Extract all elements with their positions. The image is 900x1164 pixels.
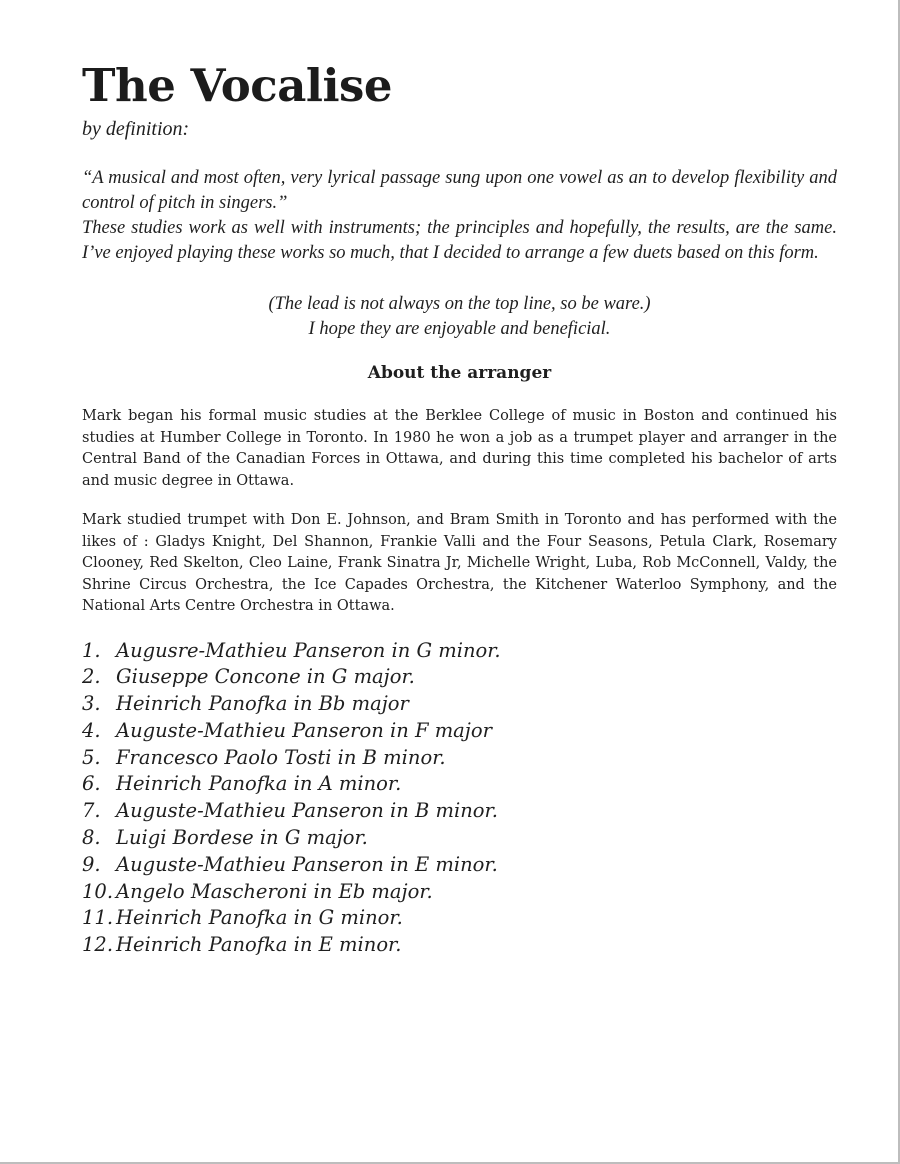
about-heading: About the arranger: [367, 363, 552, 383]
list-item: [82, 664, 837, 691]
item-text: Auguste-Mathieu Panseron in F major: [116, 718, 492, 742]
item-number: 1.: [82, 638, 101, 662]
item-text: Luigi Bordese in G major.: [116, 826, 368, 850]
list-item: [82, 932, 837, 959]
bio-paragraph: Mark began his formal music studies at the Berklee College of music in Boston and continued his studies at Humber College in Toronto. In 1980 he won a job as a trumpet player and arranger in the Central Band of the Canadian Forces in Ottawa, and during this time completed his bachelor of arts and music degree in Ottawa.: [82, 408, 837, 489]
item-number: 11.: [82, 906, 114, 930]
item-number: 12.: [82, 933, 114, 957]
page-content: [82, 58, 837, 959]
list-item: [82, 745, 837, 772]
item-text: Heinrich Panofka in G minor.: [116, 906, 403, 930]
item-number: 8.: [82, 826, 101, 850]
item-number: 10.: [82, 879, 114, 903]
list-item: [82, 691, 837, 718]
list-item: [82, 825, 837, 852]
item-text: Heinrich Panofka in A minor.: [116, 772, 402, 796]
list-item: [82, 879, 837, 906]
item-text: Giuseppe Concone in G major.: [116, 665, 415, 689]
item-text: Heinrich Panofka in Bb major: [116, 692, 409, 716]
item-text: Auguste-Mathieu Panseron in B minor.: [116, 799, 498, 823]
about-text: [82, 406, 837, 618]
item-number: 5.: [82, 745, 101, 769]
item-number: 7.: [82, 799, 101, 823]
notes-block: [82, 292, 837, 342]
list-item: [82, 852, 837, 879]
item-text: Angelo Mascheroni in Eb major.: [116, 879, 433, 903]
page-title: The Vocalise: [82, 59, 393, 112]
list-item: [82, 718, 837, 745]
works-list: [82, 638, 837, 960]
list-item: [82, 638, 837, 665]
item-text: Auguste-Mathieu Panseron in E minor.: [116, 852, 498, 876]
item-number: 9.: [82, 852, 101, 876]
definition-paragraph: These studies work as well with instruments; the principles and hopefully, the results, are the same. I’ve enjoyed playing these works so much, that I decided to arrange a few duets based on this form.: [82, 218, 837, 263]
item-number: 4.: [82, 718, 101, 742]
item-text: Francesco Paolo Tosti in B minor.: [116, 745, 446, 769]
item-number: 6.: [82, 772, 101, 796]
note-line: (The lead is not always on the top line, so be ware.): [268, 294, 651, 314]
list-item: [82, 771, 837, 798]
definition-quote: “A musical and most often, very lyrical passage sung upon one vowel as an to develop flexibility and control of pitch in singers.”: [82, 168, 837, 213]
list-item: [82, 798, 837, 825]
item-number: 3.: [82, 692, 101, 716]
subtitle: by definition:: [82, 118, 190, 140]
item-number: 2.: [82, 665, 101, 689]
list-item: [82, 905, 837, 932]
note-line: I hope they are enjoyable and beneficial.: [308, 319, 611, 339]
item-text: Augusre-Mathieu Panseron in G minor.: [116, 638, 501, 662]
definition-block: [82, 166, 837, 266]
item-text: Heinrich Panofka in E minor.: [116, 933, 402, 957]
bio-paragraph: Mark studied trumpet with Don E. Johnson, and Bram Smith in Toronto and has performed with the likes of : Gladys Knight, Del Shannon, Frankie Valli and the Four Seasons, Petula Clark, Rosemary Clooney, Red Skelton, Cleo Laine, Frank Sinatra Jr, Michelle Wright, Luba, Rob McConnell, Valdy, the Shrine Circus Orchestra, the Ice Capades Orchestra, the Kitchener Waterloo Symphony, and the National Arts Centre Orchestra in Ottawa.: [82, 512, 837, 614]
